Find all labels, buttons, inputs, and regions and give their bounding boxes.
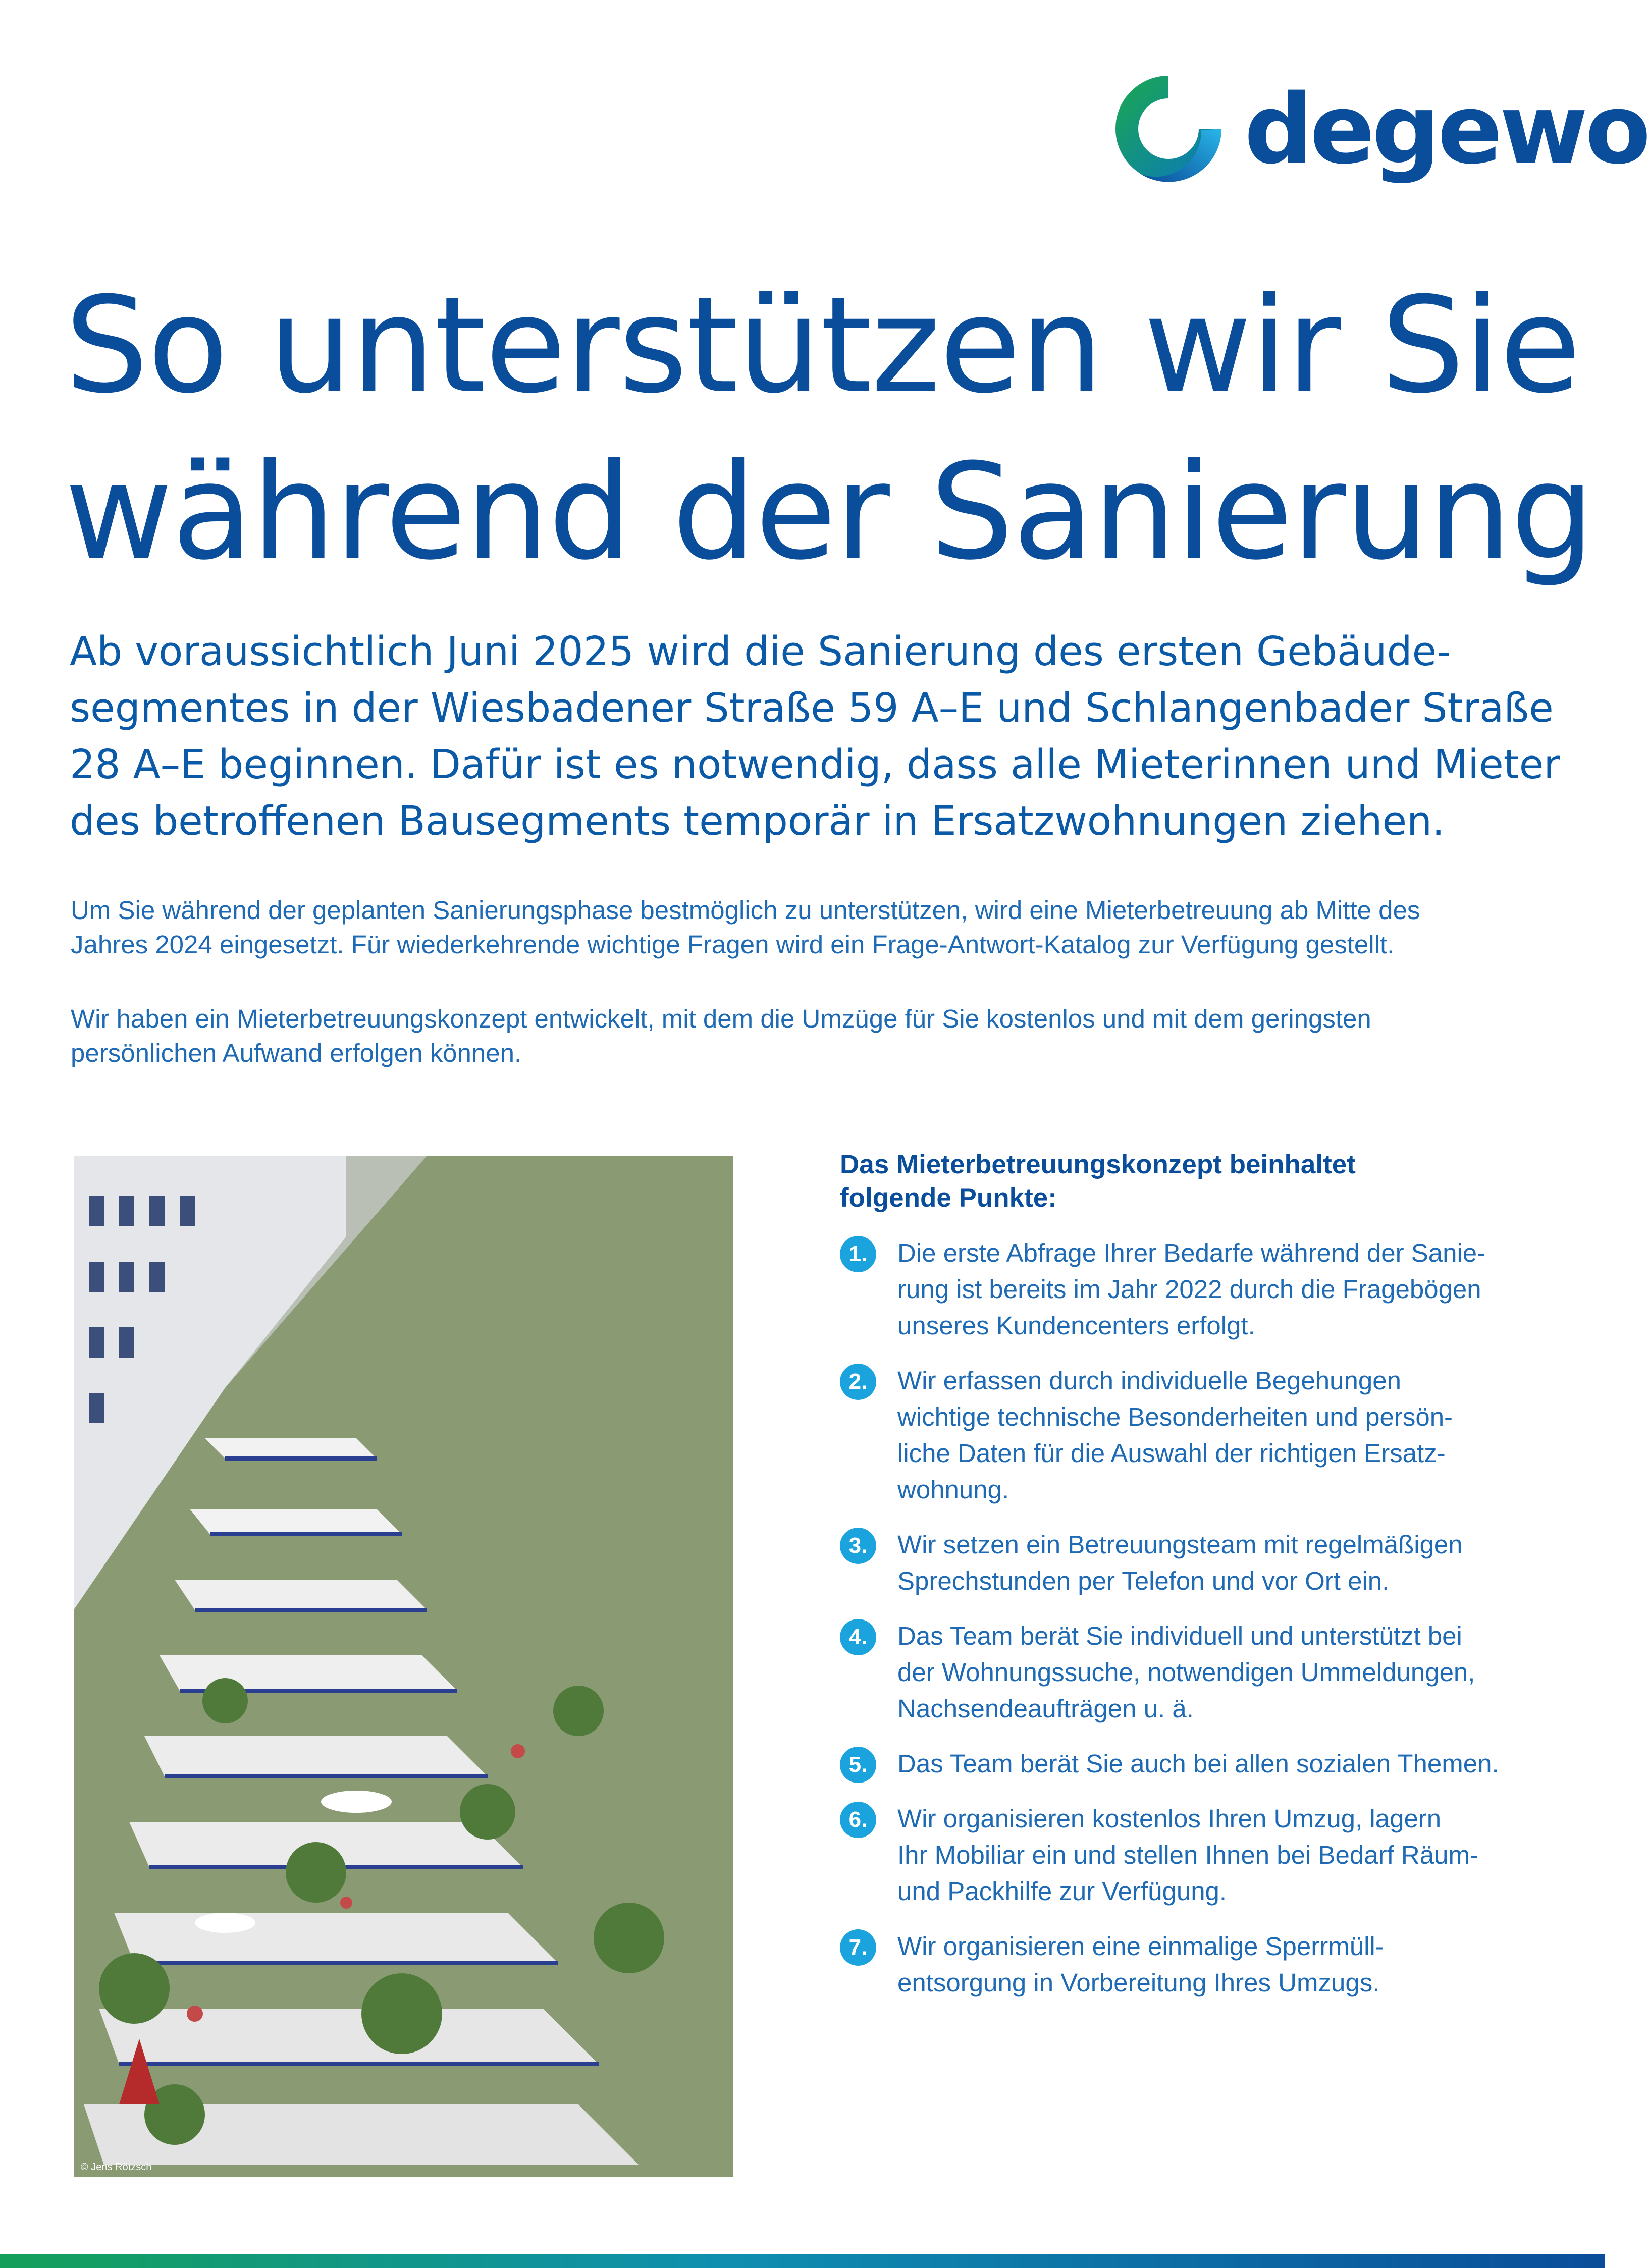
body-line: Um Sie während der geplanten Sanierungsphase bestmöglich zu unterstützen, wird eine Mieterbetreuung ab Mitte des: [71, 896, 1420, 925]
title-line: So unterstützen wir Sie: [65, 268, 1580, 422]
body-paragraph-2: [71, 1002, 1534, 1070]
list-item-line: und Packhilfe zur Verfügung.: [897, 1877, 1227, 1906]
number-badge: 5.: [840, 1747, 876, 1783]
terraced-building-illustration: [74, 1156, 733, 2177]
list-item-line: Sprechstunden per Telefon und vor Ort ein.: [897, 1567, 1390, 1595]
list-item-line: Nachsendeaufträgen u. ä.: [897, 1694, 1194, 1723]
list-item-line: wohnung.: [897, 1475, 1009, 1504]
number-badge: 1.: [840, 1236, 876, 1272]
list-item-line: Wir organisieren kostenlos Ihren Umzug, lagern: [897, 1804, 1442, 1833]
page-title: [65, 262, 1594, 596]
lead-line: Ab voraussichtlich Juni 2025 wird die Sanierung des ersten Gebäude-: [70, 628, 1451, 675]
list-item: [840, 1235, 1536, 1344]
list-item-line: Wir erfassen durch individuelle Begehungen: [897, 1366, 1401, 1395]
lead-line: 28 A–E beginnen. Dafür ist es notwendig, dass alle Mieterinnen und Mieter: [70, 741, 1560, 788]
concept-title-line: Das Mieterbetreuungskonzept beinhaltet: [840, 1150, 1356, 1179]
list-item: [840, 1363, 1536, 1508]
lead-line: des betroffenen Bausegments temporär in Ersatzwohnungen ziehen.: [70, 798, 1445, 844]
list-item-line: Die erste Abfrage Ihrer Bedarfe während der Sanie-: [897, 1238, 1486, 1267]
body-line: persönlichen Aufwand erfolgen können.: [71, 1039, 522, 1067]
list-item: [840, 1746, 1536, 1782]
list-item-text: [897, 1363, 1536, 1508]
concept-list: [840, 1235, 1536, 2001]
list-item-line: wichtige technische Besonderheiten und persön-: [897, 1402, 1453, 1431]
photo-credit: © Jens Rötzsch: [81, 2162, 152, 2173]
list-item-line: unseres Kundencenters erfolgt.: [897, 1311, 1255, 1340]
building-photo: [74, 1156, 733, 2177]
body-line: Jahres 2024 eingesetzt. Für wiederkehrende wichtige Fragen wird ein Frage-Antwort-Katalog zur Verfügung gestellt.: [71, 930, 1395, 959]
list-item: [840, 1801, 1536, 1910]
list-item-line: der Wohnungssuche, notwendigen Ummeldungen,: [897, 1658, 1475, 1687]
body-paragraph-1: [71, 893, 1534, 962]
list-item-line: liche Daten für die Auswahl der richtigen Ersatz-: [897, 1439, 1446, 1468]
list-item-line: entsorgung in Vorbereitung Ihres Umzugs.: [897, 1968, 1380, 1997]
list-item: [840, 1928, 1536, 2001]
degewo-swirl-icon: [1110, 71, 1227, 187]
list-item-line: rung ist bereits im Jahr 2022 durch die Fragebögen: [897, 1275, 1481, 1304]
list-item-text: [897, 1928, 1536, 2001]
concept-title: [840, 1148, 1536, 1215]
concept-section: [840, 1148, 1536, 2020]
degewo-logo: [1110, 71, 1648, 192]
list-item: [840, 1527, 1536, 1599]
list-item-line: Ihr Mobiliar ein und stellen Ihnen bei Bedarf Räum-: [897, 1841, 1478, 1869]
list-item-line: Das Team berät Sie auch bei allen sozialen Themen.: [897, 1749, 1499, 1778]
list-item-line: Wir setzen ein Betreuungsteam mit regelmäßigen: [897, 1530, 1463, 1559]
concept-title-line: folgende Punkte:: [840, 1183, 1057, 1213]
body-line: Wir haben ein Mieterbetreuungskonzept entwickelt, mit dem die Umzüge für Sie kostenlos und mit dem geringsten: [71, 1004, 1371, 1033]
number-badge: 3.: [840, 1528, 876, 1564]
title-line: während der Sanierung: [65, 435, 1594, 589]
list-item-text: [897, 1801, 1536, 1910]
list-item-text: [897, 1746, 1536, 1782]
list-item-text: [897, 1527, 1536, 1599]
lead-line: segmentes in der Wiesbadener Straße 59 A–E und Schlangenbader Straße: [70, 685, 1554, 731]
number-badge: 7.: [840, 1929, 876, 1966]
list-item-line: Wir organisieren eine einmalige Sperrmüll-: [897, 1932, 1384, 1961]
list-item: [840, 1618, 1536, 1727]
number-badge: 2.: [840, 1364, 876, 1400]
lead-paragraph: [70, 623, 1560, 849]
bottom-gradient-bar: [0, 2254, 1605, 2268]
list-item-line: Das Team berät Sie individuell und unterstützt bei: [897, 1622, 1462, 1650]
number-badge: 6.: [840, 1802, 876, 1838]
number-badge: 4.: [840, 1619, 876, 1655]
list-item-text: [897, 1618, 1536, 1727]
list-item-text: [897, 1235, 1536, 1344]
brand-name: degewo: [1244, 74, 1648, 185]
